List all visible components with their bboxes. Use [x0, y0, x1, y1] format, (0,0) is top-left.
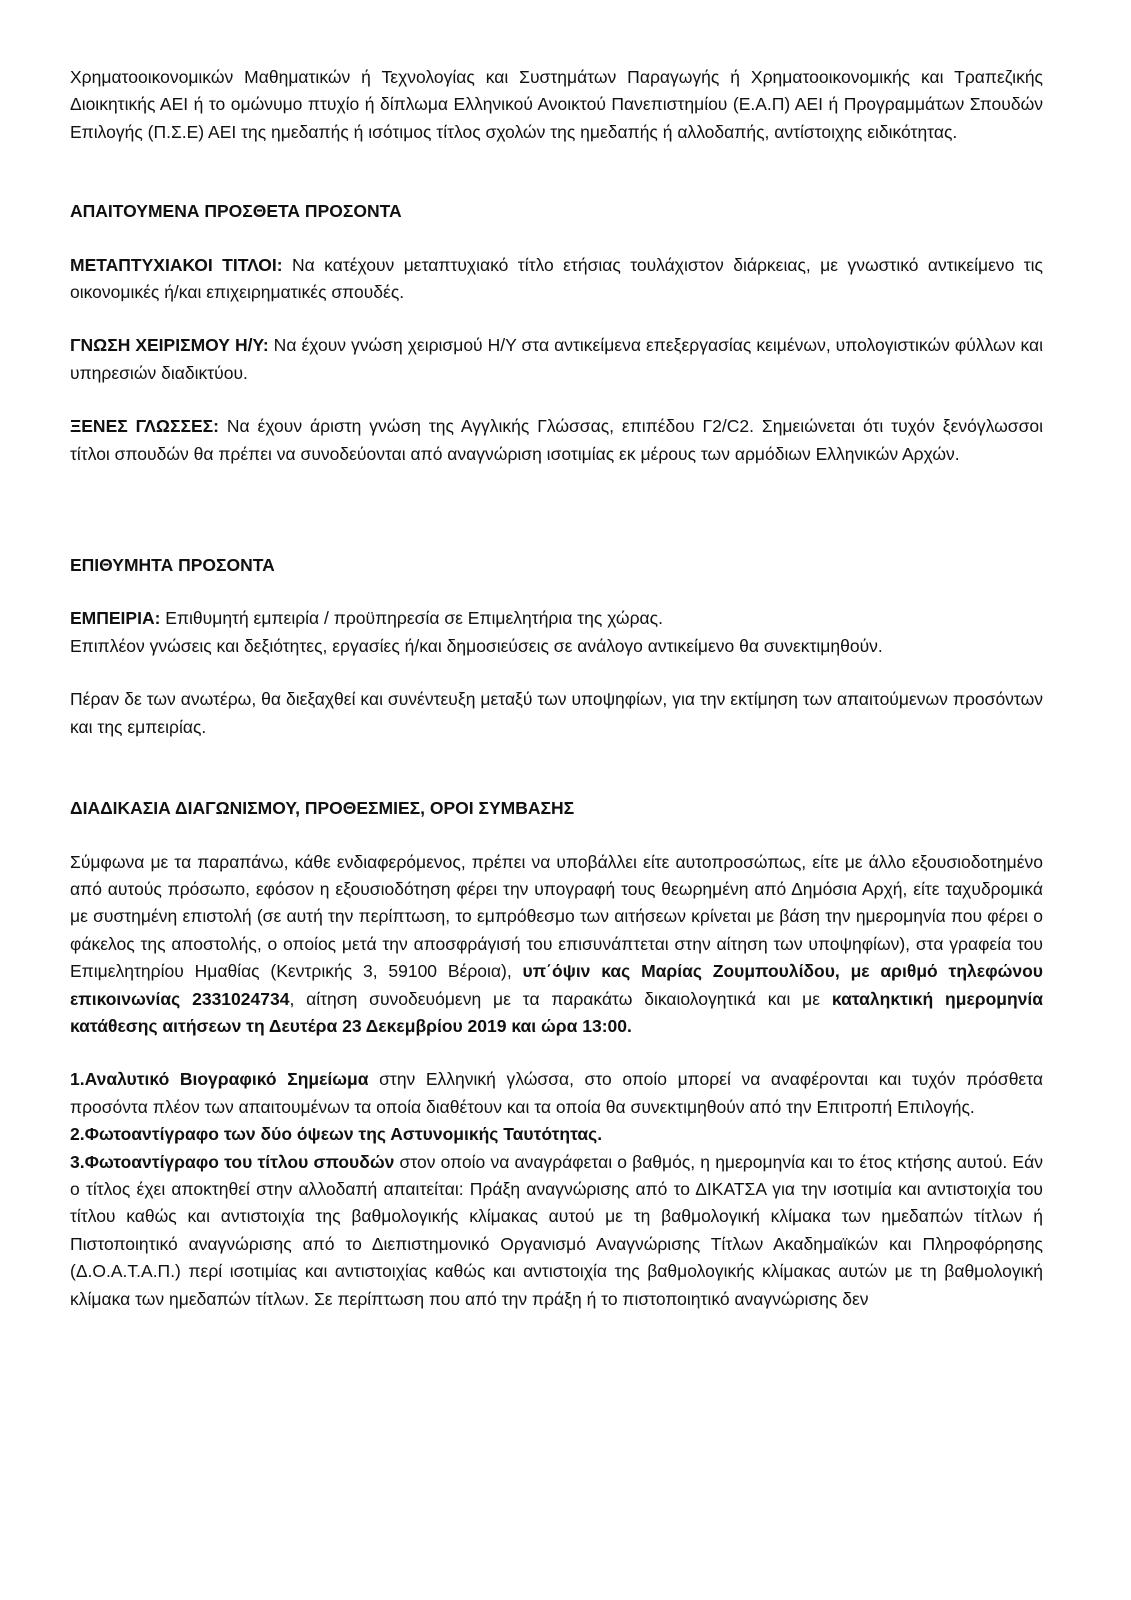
- languages-text: Να έχουν άριστη γνώση της Αγγλικής Γλώσσας, επιπέδου Γ2/C2. Σημειώνεται ότι τυχόν ξενόγλωσσοι τίτλοι σπουδών θα πρέπει να συνοδεύονται από αναγνώριση ισοτιμίας εκ μέρους των αρμόδιων Ελληνικών Αρχών.: [70, 416, 1043, 464]
- procedure-main-text: Σύμφωνα με τα παραπάνω, κάθε ενδιαφερόμενος, πρέπει να υποβάλλει είτε αυτοπροσώπως, είτε με άλλο εξουσιοδοτημένο από αυτούς πρόσωπο, εφόσον η εξουσιοδότηση φέρει την υπογραφή τους θεωρημένη από Δημόσια Αρχή, είτε ταχυδρομικά με συστημένη επιστολή (σε αυτή την περίπτωση, το εμπρόθεσμο των αιτήσεων κρίνεται με βάση την ημερομηνία που φέρει ο φάκελος της αποστολής, ο οποίος μετά την αποσφράγισή του επισυνάπτεται στην αίτηση των υποψηφίων), στα γραφεία του Επιμελητηρίου Ημαθίας (Κεντρικής 3, 59100 Βέροια),: [70, 851, 1043, 982]
- intro-paragraph: Χρηματοοικονομικών Μαθηματικών ή Τεχνολογίας και Συστημάτων Παραγωγής ή Χρηματοοικονομικής και Τραπεζικής Διοικητικής ΑΕΙ ή το ομώνυμο πτυχίο ή δίπλωμα Ελληνικού Ανοικτού Πανεπιστημίου (Ε.Α.Π) ΑΕΙ ή Προγραμμάτων Σπουδών Επιλογής (Π.Σ.Ε) ΑΕΙ της ημεδαπής ή ισότιμος τίτλος σχολών της ημεδαπής ή αλλοδαπής, αντίστοιχης ειδικότητας.: [70, 67, 1043, 142]
- contact-info: υπ΄όψιν κας Μαρίας Ζουμπουλίδου, με αριθμό τηλεφώνου επικοινωνίας 2331024734: [70, 961, 1043, 1009]
- list-item-cv-label: 1.Αναλυτικό Βιογραφικό Σημείωμα: [70, 1069, 369, 1090]
- required-qualifications-heading: ΑΠΑΙΤΟΥΜΕΝΑ ΠΡΟΣΘΕΤΑ ΠΡΟΣΟΝΤΑ: [70, 201, 402, 222]
- postgrad-text: Να κατέχουν μεταπτυχιακό τίτλο ετήσιας τουλάχιστον διάρκειας, με γνωστικό αντικείμενο τις οικονομικές ή/και επιχειρηματικές σπουδές.: [70, 254, 1043, 303]
- extra-skills-paragraph: Επιπλέον γνώσεις και δεξιότητες, εργασίες ή/και δημοσιεύσεις σε ανάλογο αντικείμενο θα συνεκτιμηθούν.: [70, 635, 883, 656]
- procedure-paragraph: [70, 849, 1043, 1041]
- procedure-middle-text: , αίτηση συνοδευόμενη με τα παρακάτω δικαιολογητικά και με: [289, 988, 832, 1009]
- languages-paragraph: [70, 413, 1043, 468]
- computer-skills-label: ΓΝΩΣΗ ΧΕΙΡΙΣΜΟΥ Η/Υ:: [70, 335, 269, 356]
- languages-label: ΞΕΝΕΣ ΓΛΩΣΣΕΣ:: [70, 416, 219, 437]
- desired-qualifications-heading: ΕΠΙΘΥΜΗΤΑ ΠΡΟΣΟΝΤΑ: [70, 555, 275, 576]
- experience-text: Επιθυμητή εμπειρία / προϋπηρεσία σε Επιμελητήρια της χώρας.: [160, 608, 663, 629]
- experience-label: ΕΜΠΕΙΡΙΑ:: [70, 608, 161, 629]
- list-item-degree-text: στον οποίο να αναγράφεται ο βαθμός, η ημερομηνία και το έτος κτήσης αυτού. Εάν ο τίτλος έχει αποκτηθεί στην αλλοδαπή απαιτείται: Πράξη αναγνώρισης από το ΔΙΚΑΤΣΑ για την ισοτιμία και αντιστοιχία του τίτλου καθώς και αντιστοιχία της βαθμολογικής κλίμακας αυτού με τη βαθμολογική κλίμακα των ημεδαπών τίτλων ή Πιστοποιητικό αναγνώρισης από το Διεπιστημονικό Οργανισμό Αναγνώρισης Τίτλων Ακαδημαϊκών και Πληροφόρησης (Δ.Ο.Α.Τ.Α.Π.) περί ισοτιμίας και αντιστοιχίας καθώς και αντιστοιχία της βαθμολογικής κλίμακας αυτών με τη βαθμολογική κλίμακα των ημεδαπών τίτλων. Σε περίπτωση που από την πράξη ή το πιστοποιητικό αναγνώρισης δεν: [70, 1151, 1043, 1309]
- list-item-cv: [70, 1066, 1043, 1121]
- list-item-cv-text: στην Ελληνική γλώσσα, στο οποίο μπορεί να αναφέρονται και τυχόν πρόσθετα προσόντα πλέον των απαιτουμένων τα οποία διαθέτουν και τα οποία θα συνεκτιμηθούν από την Επιτροπή Επιλογής.: [70, 1069, 1044, 1117]
- list-item-id-card: [70, 1121, 1043, 1148]
- list-item-id-card-label: 2.Φωτοαντίγραφο των δύο όψεων της Αστυνομικής Ταυτότητας.: [70, 1124, 603, 1145]
- computer-skills-paragraph: [70, 332, 1043, 387]
- experience-paragraph: [70, 605, 1043, 632]
- procedure-heading: ΔΙΑΔΙΚΑΣΙΑ ΔΙΑΓΩΝΙΣΜΟΥ, ΠΡΟΘΕΣΜΙΕΣ, ΟΡΟΙ ΣΥΜΒΑΣΗΣ: [70, 798, 575, 819]
- computer-skills-text: Να έχουν γνώση χειρισμού Η/Υ στα αντικείμενα επεξεργασίας κειμένων, υπολογιστικών φύλλων και υπηρεσιών διαδικτύου.: [70, 335, 1044, 383]
- postgrad-paragraph: [70, 252, 1043, 307]
- deadline-text: καταληκτική ημερομηνία κατάθεσης αιτήσεων τη Δευτέρα 23 Δεκεμβρίου 2019 και ώρα 13:00.: [70, 988, 1044, 1036]
- list-item-degree: [70, 1149, 1043, 1313]
- interview-paragraph: Πέραν δε των ανωτέρω, θα διεξαχθεί και συνέντευξη μεταξύ των υποψηφίων, για την εκτίμηση των απαιτούμενων προσόντων και της εμπειρίας.: [70, 689, 1043, 737]
- postgrad-label: ΜΕΤΑΠΤΥΧΙΑΚΟΙ ΤΙΤΛΟΙ:: [70, 254, 283, 275]
- document-page: [70, 64, 1043, 1313]
- list-item-degree-label: 3.Φωτοαντίγραφο του τίτλου σπουδών: [70, 1151, 395, 1172]
